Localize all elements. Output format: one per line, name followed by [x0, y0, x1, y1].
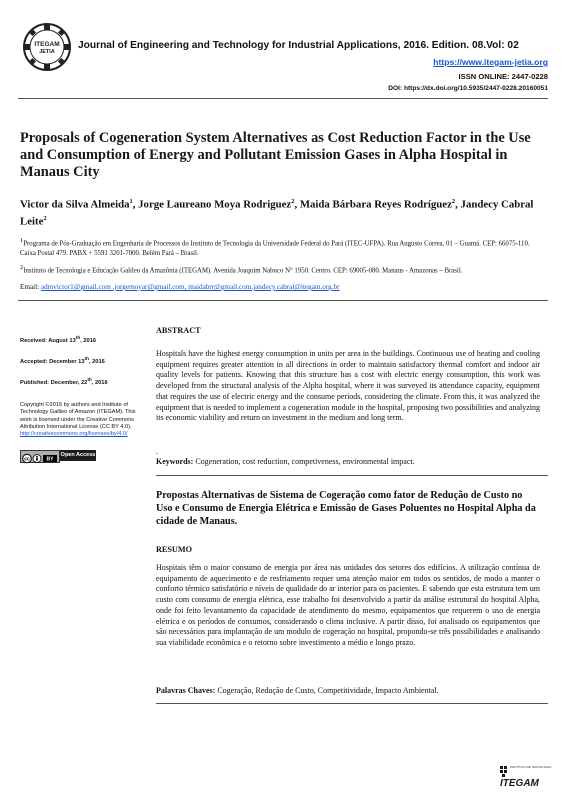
affiliation-sup: 1 — [20, 237, 24, 244]
paper-title: Proposals of Cogeneration System Alternatives as Cost Reduction Factor in the Use and Consumption of Energy and Pollutant Emission Gases in Alpha Hospital in Manaus City — [20, 130, 531, 180]
copyright-notice — [20, 402, 145, 438]
journal-url-link[interactable]: https://www.itegam-jetia.org — [433, 57, 548, 67]
svg-text:BY: BY — [46, 456, 54, 463]
affiliation-text: Programa de Pós-Graduação em Engenharia de Processos do Instituto de Tecnologia da Universidade Federal do Pará (ITEC-UFPA). Rua Augusto Correa, 01 – Guamá. CEP: 66075-110. Caixa Postal 479. PABX + 5591 3201-7000. Belém Pará – Brasil. — [20, 240, 530, 258]
abstract-heading: ABSTRACT — [156, 326, 201, 335]
author-name: Jandecy Cabral Leite — [20, 198, 534, 228]
svg-text:ITEGAM: ITEGAM — [34, 41, 60, 48]
author-list: Victor da Silva Almeida$^1$, Jorge Laureano Moya Rodriguez$^2$, Maida Bárbara Reyes Rodríguez$^2$, Jandecy Cabral Leite$^2$ — [20, 198, 534, 228]
svg-text:JETIA: JETIA — [39, 49, 55, 55]
author-name: Victor da Silva Almeida — [20, 198, 130, 211]
issn: ISSN ONLINE: 2447-0228 — [458, 72, 548, 81]
author-sup: 1 — [129, 198, 133, 205]
copyright-text: Copyright ©2016 by authors and Institute of Technology Galileo of Amazon (ITEGAM). This work is licensed under the Creative Commons Attribution International License (CC BY 4.0). — [20, 402, 136, 430]
cc-badge-text: cc — [24, 456, 30, 463]
received-date: Received: August 13th, 2016 — [20, 336, 97, 344]
accepted-date: Accepted: December 13th, 2016 — [20, 357, 105, 365]
header-divider — [18, 98, 548, 99]
author-sup: 2 — [43, 214, 47, 222]
palavras-label: Palavras Chaves: — [156, 686, 216, 695]
email-links[interactable]: admvictor1@gmail.com ,jorgemoyar@gmail.com, maidabrr@gmail.com,jandecy.cabral@itegam.org.br — [40, 283, 340, 291]
open-access-badge: Open Access — [60, 450, 96, 461]
keywords-label: Keywords: — [156, 457, 194, 466]
affiliation-1 — [20, 236, 545, 259]
journal-seal-logo — [22, 22, 72, 72]
resumo-divider — [156, 703, 548, 704]
author-sup: 2 — [451, 198, 456, 205]
license-link[interactable]: http://creativecommons.org/licenses/by/4.0/ — [20, 431, 128, 438]
abstract-text: Hospitals have the highest energy consumption in units per area in the buildings. Continuous use of heating and cooling equipment requires greater attention in all directions in order to maintain satisfactory thermal comfort and indoor air quality levels for patients. Knowing that this structure has a cost with electric energy consumption, this work was developed from the structural analysis of the Alpha hospital, where it was surveyed its attendance capacity, equipment that requires the use of electric energy and the consume periods, considering the climate. From this, it was analyzed the equipment that is needed to implement a cogeneration module in the hospital, proposing two possibilities and analyzing its economic viability and return on investment in the medium and long term. — [156, 349, 540, 423]
itegam-footer-logo — [498, 760, 552, 790]
author-name: Maida Bárbara Reyes Rodríguez — [299, 198, 452, 211]
palavras-text: Cogeração, Redução de Custo, Competitividade, Impacto Ambiental. — [217, 686, 439, 695]
email-line — [20, 283, 550, 291]
published-date: Published: December, 22th, 2016 — [20, 378, 108, 386]
keywords — [156, 457, 540, 466]
journal-title: Journal of Engineering and Technology for Industrial Applications, 2016. Edition. 08.Vol: 02 — [78, 40, 519, 51]
cc-by-icon — [21, 453, 59, 464]
portuguese-title: Propostas Alternativas de Sistema de Cogeração como fator de Redução de Custo no Uso e Consumo de Energia Elétrica e Emissão de Gases Poluentes no Hospital Alpha da cidade de Manaus. — [156, 490, 536, 527]
affiliation-sup: 2 — [20, 264, 24, 271]
doi: DOI: https://dx.doi.org/10.5935/2447-0228.20160051 — [388, 85, 548, 92]
cc-license-badge[interactable] — [20, 450, 60, 463]
email-label: Email: — [20, 283, 40, 291]
footer-logo-text: ITEGAM — [500, 778, 539, 789]
footer-logo-small: INSTITUTO DE TECNOLOGIA — [510, 765, 552, 769]
affiliation-text: Instituto de Tecnologia e Educação Galileo da Amazônia (ITEGAM). Avenida Joaquim Nabuco N° 1950. Centro. CEP: 69005-080. Manaus - Amazonas – Brasil. — [23, 267, 463, 275]
keywords-text: Cogeneration, cost reduction, competiveness, environmental impact. — [195, 457, 415, 466]
abstract-divider — [156, 475, 548, 476]
author-sup: 2 — [291, 198, 295, 205]
author-name: Jorge Laureano Moya Rodriguez — [138, 198, 292, 211]
top-divider — [18, 300, 548, 301]
resumo-heading: RESUMO — [156, 545, 192, 554]
abstract-dot: . — [156, 447, 158, 456]
affiliation-2 — [20, 263, 545, 276]
palavras-chaves — [156, 686, 540, 695]
resumo-text: Hospitais têm o maior consumo de energia por área nas unidades dos setores dos edifícios. A utilização contínua de equipamento de aquecimento e de resfriamento requer uma atenção maior em todos os sentidos, de modo a manter o conforto térmico satisfatório e níveis de qualidade do ar interior para os pacientes. E sabendo que esta estrutura tem um custo com consumo de energia elétrica, esse trabalho foi desenvolvido a partir da análise estrutural do hospital Alpha, onde foi feito levantamento da capacidade de atendimento do mesmo, equipamentos que requerem o uso de energia elétrica e os períodos de consumos, considerando o clima inclusive. A partir disso, foi analisado os equipamentos que são necessários para implantação de um modulo de cogeração no hospital, propondo-se três possibilidades e analisando sua viabilidade econômica e o retorno sobre investimento a médio e longo prazo. — [156, 563, 540, 647]
